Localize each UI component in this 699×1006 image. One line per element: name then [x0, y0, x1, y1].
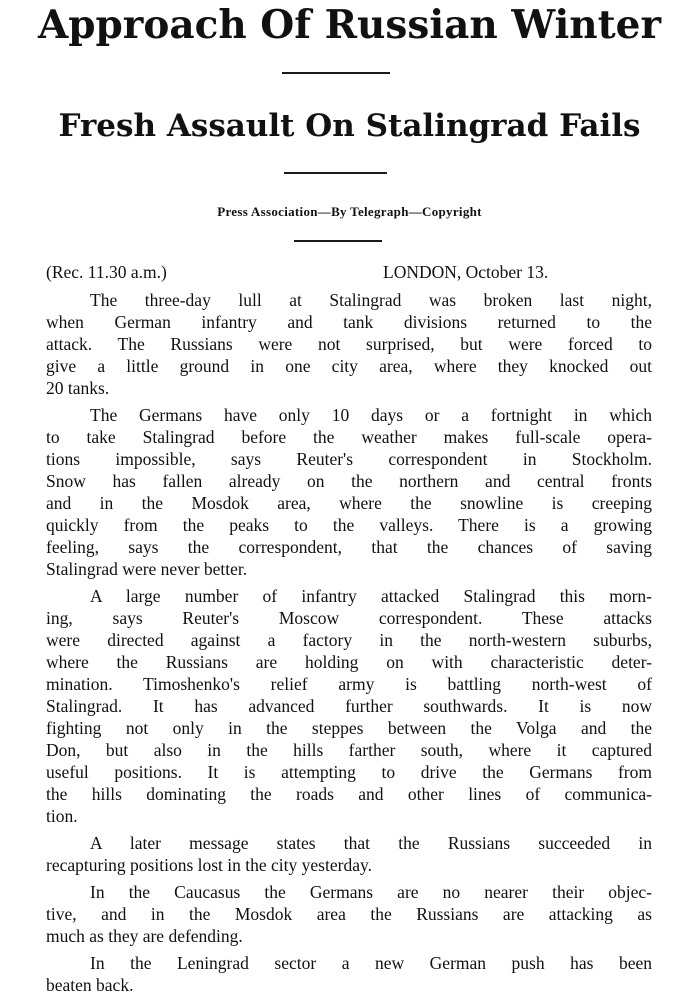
paragraph-line: Stalingrad were never better.	[46, 559, 248, 579]
paragraph-line: feeling, says the correspondent, that the chances of saving	[46, 537, 652, 557]
paragraph-line: attack. The Russians were not surprised, but were forced to	[46, 334, 652, 354]
paragraph-line: Snow has fallen already on the northern and central fronts	[46, 471, 652, 491]
paragraph	[46, 881, 652, 947]
article-body	[46, 289, 652, 1001]
paragraph-line: A large number of infantry attacked Stalingrad this morn-	[90, 586, 652, 606]
paragraph	[46, 289, 652, 399]
paragraph-line: In the Leningrad sector a new German push has been	[90, 953, 652, 973]
paragraph-line: ing, says Reuter's Moscow correspondent. These attacks	[46, 608, 652, 628]
paragraph-line: when German infantry and tank divisions returned to the	[46, 312, 652, 332]
paragraph-line: The Germans have only 10 days or a fortnight in which	[90, 405, 652, 425]
headline: Approach Of Russian Winter	[38, 2, 661, 48]
paragraph-line: fighting not only in the steppes between the Volga and the	[46, 718, 652, 738]
received-time: (Rec. 11.30 a.m.)	[46, 262, 167, 282]
paragraph	[46, 585, 652, 827]
paragraph-line: Don, but also in the hills farther south, where it captured	[46, 740, 652, 760]
paragraph-line: recapturing positions lost in the city yesterday.	[46, 855, 372, 875]
paragraph-line: to take Stalingrad before the weather makes full-scale opera-	[46, 427, 652, 447]
place-date: LONDON, October 13.	[383, 262, 549, 282]
paragraph-line: beaten back.	[46, 975, 134, 995]
subheadline: Fresh Assault On Stalingrad Fails	[58, 108, 641, 144]
paragraph	[46, 952, 652, 996]
paragraph-line: give a little ground in one city area, where they knocked out	[46, 356, 652, 376]
paragraph-line: useful positions. It is attempting to drive the Germans from	[46, 762, 652, 782]
paragraph-line: 20 tanks.	[46, 378, 110, 398]
paragraph-line: tive, and in the Mosdok area the Russians are attacking as	[46, 904, 652, 924]
paragraph-line: quickly from the peaks to the valleys. There is a growing	[46, 515, 652, 535]
paragraph-line: were directed against a factory in the north-western suburbs,	[46, 630, 652, 650]
paragraph-line: A later message states that the Russians succeeded in	[90, 833, 652, 853]
paragraph-line: Stalingrad. It has advanced further southwards. It is now	[46, 696, 652, 716]
paragraph-line: The three-day lull at Stalingrad was broken last night,	[90, 290, 652, 310]
credit-divider	[294, 240, 382, 242]
paragraph-line: and in the Mosdok area, where the snowline is creeping	[46, 493, 652, 513]
paragraph	[46, 404, 652, 580]
headline-divider	[282, 72, 390, 74]
paragraph-line: mination. Timoshenko's relief army is battling north-west of	[46, 674, 652, 694]
paragraph-line: much as they are defending.	[46, 926, 243, 946]
paragraph-line: In the Caucasus the Germans are no nearer their objec-	[90, 882, 652, 902]
subheadline-divider	[284, 172, 387, 174]
wire-credit: Press Association—By Telegraph—Copyright	[217, 204, 482, 219]
paragraph	[46, 832, 652, 876]
paragraph-line: the hills dominating the roads and other lines of communica-	[46, 784, 652, 804]
paragraph-line: tion.	[46, 806, 78, 826]
paragraph-line: tions impossible, says Reuter's correspondent in Stockholm.	[46, 449, 652, 469]
paragraph-line: where the Russians are holding on with characteristic deter-	[46, 652, 652, 672]
